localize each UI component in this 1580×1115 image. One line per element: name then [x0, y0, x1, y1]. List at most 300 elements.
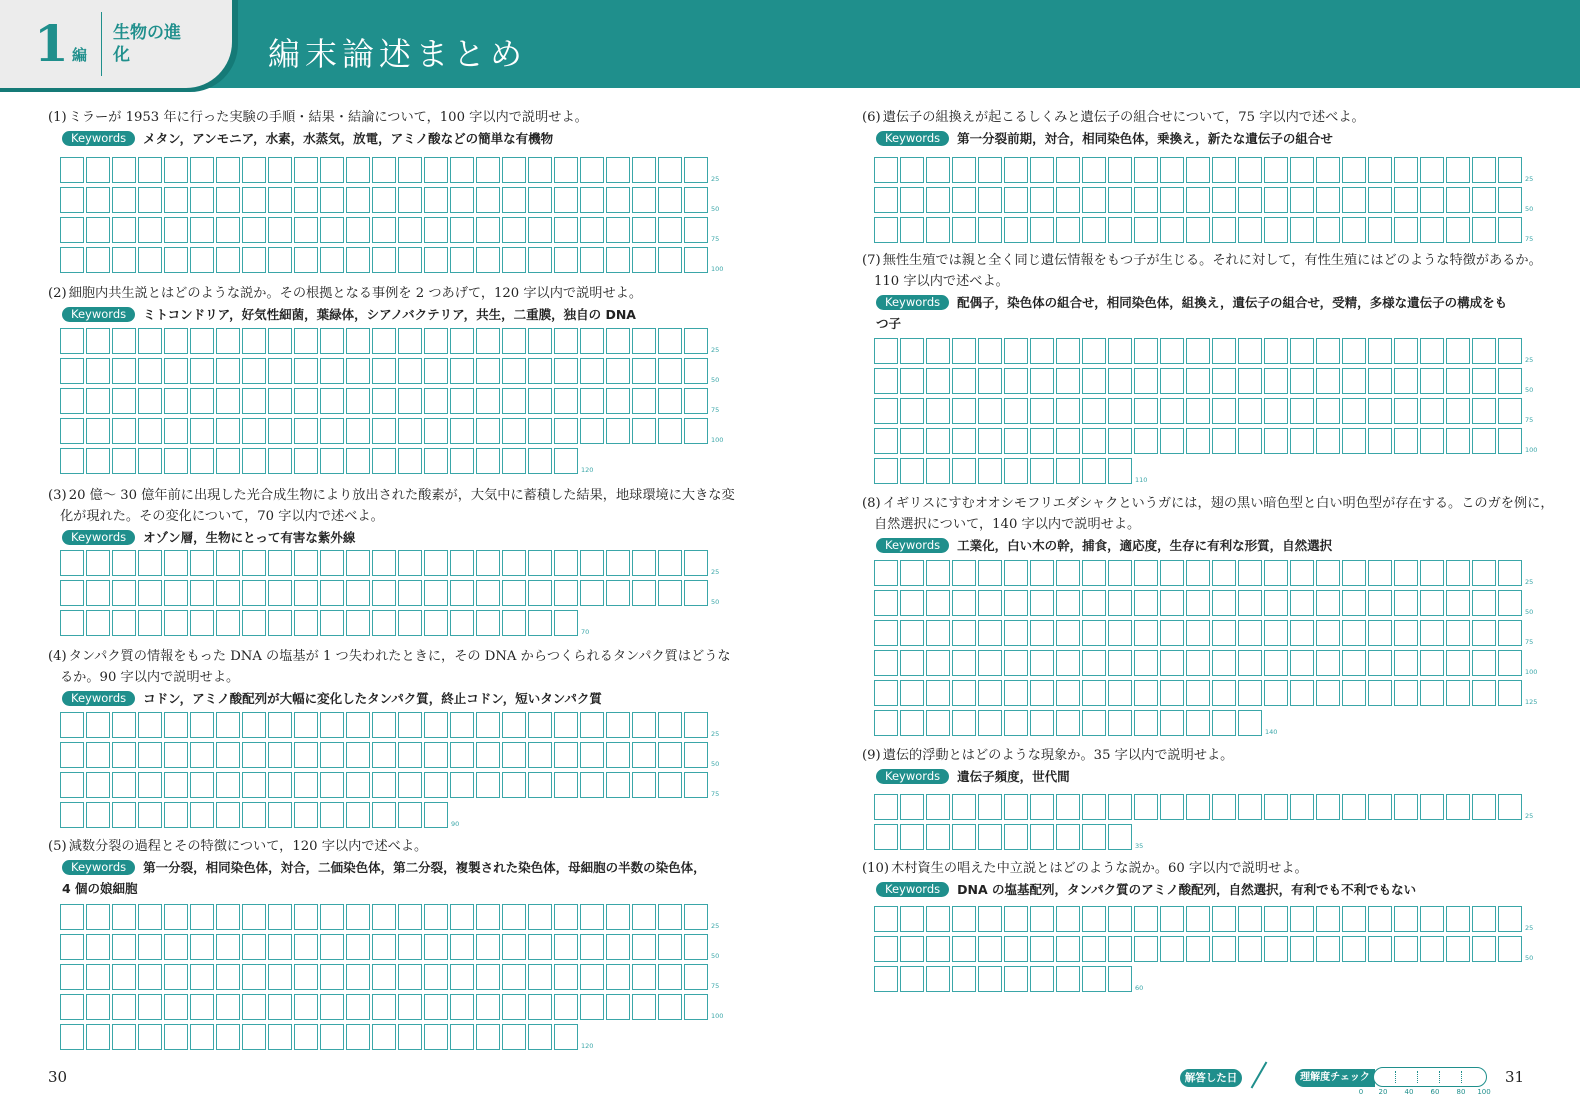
answer-cell[interactable]: [1420, 398, 1444, 424]
answer-cell[interactable]: [580, 772, 604, 798]
answer-cell[interactable]: [86, 904, 110, 930]
answer-cell[interactable]: [1394, 338, 1418, 364]
answer-cell[interactable]: [294, 610, 318, 636]
answer-cell[interactable]: [424, 610, 448, 636]
answer-cell[interactable]: [606, 247, 630, 273]
answer-cell[interactable]: [1342, 936, 1366, 962]
answer-cell[interactable]: [1420, 590, 1444, 616]
answer-cell[interactable]: [190, 217, 214, 243]
answer-cell[interactable]: [1134, 338, 1158, 364]
answer-cell[interactable]: [1264, 217, 1288, 243]
answer-cell[interactable]: [112, 550, 136, 576]
answer-cell[interactable]: [554, 742, 578, 768]
answer-cell[interactable]: [1316, 368, 1340, 394]
answer-row[interactable]: [60, 712, 710, 738]
answer-cell[interactable]: [1238, 157, 1262, 183]
answer-cell[interactable]: [86, 187, 110, 213]
answer-cell[interactable]: [112, 328, 136, 354]
answer-cell[interactable]: [1264, 398, 1288, 424]
answer-cell[interactable]: [112, 580, 136, 606]
answer-cell[interactable]: [1446, 560, 1470, 586]
answer-cell[interactable]: [164, 964, 188, 990]
answer-cell[interactable]: [1056, 187, 1080, 213]
answer-cell[interactable]: [398, 772, 422, 798]
answer-cell[interactable]: [528, 328, 552, 354]
answer-cell[interactable]: [164, 742, 188, 768]
answer-cell[interactable]: [1498, 620, 1522, 646]
answer-cell[interactable]: [346, 802, 370, 828]
answer-cell[interactable]: [112, 187, 136, 213]
answer-cell[interactable]: [190, 328, 214, 354]
answer-cell[interactable]: [1212, 680, 1236, 706]
answer-cell[interactable]: [164, 994, 188, 1020]
answer-cell[interactable]: [450, 964, 474, 990]
answer-cell[interactable]: [86, 772, 110, 798]
answer-cell[interactable]: [1472, 620, 1496, 646]
answer-cell[interactable]: [60, 742, 84, 768]
answer-cell[interactable]: [294, 934, 318, 960]
answer-cell[interactable]: [112, 358, 136, 384]
answer-cell[interactable]: [86, 388, 110, 414]
answer-cell[interactable]: [320, 247, 344, 273]
answer-cell[interactable]: [242, 217, 266, 243]
answer-cell[interactable]: [926, 936, 950, 962]
answer-cell[interactable]: [1264, 650, 1288, 676]
answer-cell[interactable]: [952, 620, 976, 646]
answer-cell[interactable]: [1030, 590, 1054, 616]
answer-cell[interactable]: [1186, 428, 1210, 454]
answer-cell[interactable]: [874, 650, 898, 676]
answer-cell[interactable]: [216, 217, 240, 243]
answer-cell[interactable]: [926, 338, 950, 364]
answer-cell[interactable]: [874, 710, 898, 736]
answer-cell[interactable]: [658, 712, 682, 738]
answer-cell[interactable]: [926, 560, 950, 586]
answer-cell[interactable]: [1290, 187, 1314, 213]
answer-cell[interactable]: [424, 904, 448, 930]
answer-cell[interactable]: [1004, 650, 1028, 676]
answer-cell[interactable]: [320, 610, 344, 636]
answer-cell[interactable]: [952, 906, 976, 932]
answer-cell[interactable]: [1238, 338, 1262, 364]
answer-cell[interactable]: [684, 328, 708, 354]
answer-cell[interactable]: [1134, 710, 1158, 736]
answer-cell[interactable]: [1368, 398, 1392, 424]
answer-cell[interactable]: [268, 388, 292, 414]
answer-cell[interactable]: [1056, 428, 1080, 454]
answer-cell[interactable]: [1030, 794, 1054, 820]
answer-cell[interactable]: [1394, 217, 1418, 243]
answer-cell[interactable]: [242, 802, 266, 828]
answer-cell[interactable]: [1056, 458, 1080, 484]
answer-cell[interactable]: [1342, 794, 1366, 820]
answer-cell[interactable]: [190, 964, 214, 990]
answer-cell[interactable]: [190, 1024, 214, 1050]
answer-cell[interactable]: [1446, 794, 1470, 820]
answer-cell[interactable]: [606, 994, 630, 1020]
answer-cell[interactable]: [502, 904, 526, 930]
answer-cell[interactable]: [1498, 650, 1522, 676]
answer-cell[interactable]: [242, 388, 266, 414]
answer-cell[interactable]: [978, 824, 1002, 850]
answer-cell[interactable]: [320, 994, 344, 1020]
answer-cell[interactable]: [190, 358, 214, 384]
answer-cell[interactable]: [952, 794, 976, 820]
answer-cell[interactable]: [294, 418, 318, 444]
answer-cell[interactable]: [1472, 338, 1496, 364]
answer-cell[interactable]: [502, 742, 526, 768]
answer-cell[interactable]: [268, 904, 292, 930]
answer-cell[interactable]: [978, 458, 1002, 484]
answer-cell[interactable]: [1082, 680, 1106, 706]
answer-cell[interactable]: [632, 247, 656, 273]
answer-cell[interactable]: [1472, 794, 1496, 820]
answer-cell[interactable]: [476, 772, 500, 798]
answer-cell[interactable]: [502, 157, 526, 183]
answer-cell[interactable]: [112, 772, 136, 798]
answer-cell[interactable]: [1030, 560, 1054, 586]
answer-cell[interactable]: [1472, 680, 1496, 706]
answer-cell[interactable]: [1472, 650, 1496, 676]
answer-cell[interactable]: [1212, 650, 1236, 676]
answer-cell[interactable]: [502, 994, 526, 1020]
answer-cell[interactable]: [60, 994, 84, 1020]
answer-cell[interactable]: [874, 590, 898, 616]
answer-cell[interactable]: [138, 448, 162, 474]
answer-cell[interactable]: [112, 742, 136, 768]
answer-cell[interactable]: [900, 650, 924, 676]
answer-cell[interactable]: [450, 217, 474, 243]
answer-cell[interactable]: [580, 964, 604, 990]
answer-cell[interactable]: [900, 398, 924, 424]
answer-cell[interactable]: [138, 157, 162, 183]
answer-cell[interactable]: [112, 802, 136, 828]
answer-cell[interactable]: [502, 217, 526, 243]
answer-cell[interactable]: [138, 802, 162, 828]
answer-cell[interactable]: [1316, 157, 1340, 183]
answer-cell[interactable]: [190, 772, 214, 798]
answer-cell[interactable]: [450, 934, 474, 960]
answer-cell[interactable]: [528, 358, 552, 384]
answer-cell[interactable]: [926, 217, 950, 243]
answer-cell[interactable]: [294, 904, 318, 930]
answer-cell[interactable]: [1030, 966, 1054, 992]
answer-cell[interactable]: [138, 994, 162, 1020]
answer-cell[interactable]: [1082, 458, 1106, 484]
answer-cell[interactable]: [606, 904, 630, 930]
answer-cell[interactable]: [346, 157, 370, 183]
answer-cell[interactable]: [450, 580, 474, 606]
answer-cell[interactable]: [372, 904, 396, 930]
answer-cell[interactable]: [580, 358, 604, 384]
answer-cell[interactable]: [900, 590, 924, 616]
answer-cell[interactable]: [1316, 590, 1340, 616]
answer-cell[interactable]: [424, 550, 448, 576]
answer-cell[interactable]: [1004, 398, 1028, 424]
answer-cell[interactable]: [476, 187, 500, 213]
answer-cell[interactable]: [978, 338, 1002, 364]
answer-cell[interactable]: [554, 418, 578, 444]
answer-cell[interactable]: [1342, 187, 1366, 213]
answer-cell[interactable]: [1420, 560, 1444, 586]
answer-cell[interactable]: [1420, 338, 1444, 364]
answer-cell[interactable]: [1186, 187, 1210, 213]
answer-cell[interactable]: [1108, 906, 1132, 932]
answer-cell[interactable]: [580, 247, 604, 273]
answer-cell[interactable]: [978, 368, 1002, 394]
answer-cell[interactable]: [502, 934, 526, 960]
answer-cell[interactable]: [268, 448, 292, 474]
answer-cell[interactable]: [216, 610, 240, 636]
answer-cell[interactable]: [1342, 428, 1366, 454]
answer-cell[interactable]: [1160, 680, 1184, 706]
answer-cell[interactable]: [190, 550, 214, 576]
answer-cell[interactable]: [874, 824, 898, 850]
answer-cell[interactable]: [528, 388, 552, 414]
answer-cell[interactable]: [216, 994, 240, 1020]
answer-row[interactable]: [874, 428, 1524, 454]
answer-cell[interactable]: [632, 388, 656, 414]
answer-cell[interactable]: [502, 580, 526, 606]
answer-cell[interactable]: [1368, 428, 1392, 454]
answer-cell[interactable]: [86, 610, 110, 636]
answer-cell[interactable]: [1238, 710, 1262, 736]
answer-cell[interactable]: [1160, 650, 1184, 676]
answer-cell[interactable]: [320, 157, 344, 183]
answer-cell[interactable]: [658, 964, 682, 990]
answer-cell[interactable]: [658, 157, 682, 183]
answer-row[interactable]: [874, 458, 1134, 484]
answer-cell[interactable]: [1056, 710, 1080, 736]
answer-cell[interactable]: [1498, 560, 1522, 586]
answer-cell[interactable]: [268, 187, 292, 213]
answer-cell[interactable]: [1290, 338, 1314, 364]
answer-cell[interactable]: [554, 247, 578, 273]
answer-cell[interactable]: [952, 398, 976, 424]
answer-cell[interactable]: [1290, 560, 1314, 586]
answer-cell[interactable]: [138, 187, 162, 213]
answer-cell[interactable]: [1056, 966, 1080, 992]
answer-cell[interactable]: [1134, 368, 1158, 394]
answer-cell[interactable]: [1108, 560, 1132, 586]
answer-cell[interactable]: [1212, 187, 1236, 213]
answer-cell[interactable]: [1108, 650, 1132, 676]
answer-cell[interactable]: [60, 580, 84, 606]
answer-cell[interactable]: [606, 580, 630, 606]
answer-cell[interactable]: [1160, 338, 1184, 364]
answer-cell[interactable]: [294, 1024, 318, 1050]
answer-cell[interactable]: [580, 328, 604, 354]
answer-cell[interactable]: [1056, 620, 1080, 646]
answer-cell[interactable]: [1342, 398, 1366, 424]
answer-cell[interactable]: [606, 550, 630, 576]
answer-cell[interactable]: [424, 247, 448, 273]
answer-cell[interactable]: [632, 187, 656, 213]
answer-cell[interactable]: [606, 217, 630, 243]
answer-cell[interactable]: [502, 187, 526, 213]
answer-cell[interactable]: [372, 448, 396, 474]
answer-cell[interactable]: [372, 187, 396, 213]
answer-cell[interactable]: [242, 1024, 266, 1050]
answer-cell[interactable]: [112, 388, 136, 414]
answer-cell[interactable]: [1134, 680, 1158, 706]
answer-row[interactable]: [60, 580, 710, 606]
answer-cell[interactable]: [190, 388, 214, 414]
answer-cell[interactable]: [900, 794, 924, 820]
answer-cell[interactable]: [1498, 936, 1522, 962]
answer-cell[interactable]: [1446, 187, 1470, 213]
answer-cell[interactable]: [1446, 906, 1470, 932]
answer-cell[interactable]: [874, 157, 898, 183]
answer-cell[interactable]: [926, 157, 950, 183]
answer-cell[interactable]: [606, 157, 630, 183]
answer-cell[interactable]: [1316, 560, 1340, 586]
answer-cell[interactable]: [424, 712, 448, 738]
answer-cell[interactable]: [86, 550, 110, 576]
answer-cell[interactable]: [424, 418, 448, 444]
answer-cell[interactable]: [1108, 398, 1132, 424]
answer-cell[interactable]: [1420, 936, 1444, 962]
answer-cell[interactable]: [1238, 620, 1262, 646]
answer-cell[interactable]: [1004, 936, 1028, 962]
answer-cell[interactable]: [978, 428, 1002, 454]
answer-cell[interactable]: [398, 247, 422, 273]
answer-cell[interactable]: [86, 247, 110, 273]
answer-cell[interactable]: [164, 157, 188, 183]
answer-cell[interactable]: [1108, 620, 1132, 646]
answer-cell[interactable]: [372, 550, 396, 576]
answer-cell[interactable]: [554, 328, 578, 354]
answer-cell[interactable]: [476, 742, 500, 768]
answer-cell[interactable]: [1238, 590, 1262, 616]
answer-cell[interactable]: [138, 904, 162, 930]
answer-cell[interactable]: [1498, 217, 1522, 243]
answer-cell[interactable]: [926, 458, 950, 484]
answer-cell[interactable]: [112, 448, 136, 474]
answer-cell[interactable]: [294, 358, 318, 384]
answer-cell[interactable]: [658, 358, 682, 384]
answer-cell[interactable]: [1082, 824, 1106, 850]
answer-cell[interactable]: [1238, 428, 1262, 454]
answer-cell[interactable]: [1316, 187, 1340, 213]
answer-cell[interactable]: [346, 772, 370, 798]
answer-cell[interactable]: [346, 358, 370, 384]
answer-cell[interactable]: [216, 157, 240, 183]
answer-cell[interactable]: [926, 590, 950, 616]
answer-cell[interactable]: [242, 580, 266, 606]
answer-cell[interactable]: [606, 328, 630, 354]
answer-row[interactable]: [874, 157, 1524, 183]
answer-cell[interactable]: [346, 328, 370, 354]
answer-cell[interactable]: [450, 772, 474, 798]
answer-cell[interactable]: [216, 1024, 240, 1050]
answer-cell[interactable]: [138, 328, 162, 354]
answer-cell[interactable]: [900, 560, 924, 586]
answer-cell[interactable]: [242, 418, 266, 444]
answer-cell[interactable]: [424, 994, 448, 1020]
answer-cell[interactable]: [112, 934, 136, 960]
answer-cell[interactable]: [952, 936, 976, 962]
answer-cell[interactable]: [86, 712, 110, 738]
answer-cell[interactable]: [554, 358, 578, 384]
answer-cell[interactable]: [476, 388, 500, 414]
answer-cell[interactable]: [216, 247, 240, 273]
answer-cell[interactable]: [60, 934, 84, 960]
answer-cell[interactable]: [1238, 398, 1262, 424]
answer-cell[interactable]: [1212, 936, 1236, 962]
answer-cell[interactable]: [978, 650, 1002, 676]
answer-cell[interactable]: [164, 802, 188, 828]
answer-cell[interactable]: [268, 610, 292, 636]
answer-cell[interactable]: [424, 772, 448, 798]
answer-cell[interactable]: [1420, 650, 1444, 676]
answer-cell[interactable]: [268, 217, 292, 243]
answer-cell[interactable]: [112, 964, 136, 990]
answer-row[interactable]: [60, 328, 710, 354]
answer-cell[interactable]: [1290, 906, 1314, 932]
answer-cell[interactable]: [164, 904, 188, 930]
answer-cell[interactable]: [346, 934, 370, 960]
answer-cell[interactable]: [606, 772, 630, 798]
answer-cell[interactable]: [658, 580, 682, 606]
answer-cell[interactable]: [242, 742, 266, 768]
answer-cell[interactable]: [1472, 590, 1496, 616]
answer-cell[interactable]: [1290, 428, 1314, 454]
answer-row[interactable]: [874, 338, 1524, 364]
answer-cell[interactable]: [268, 772, 292, 798]
answer-cell[interactable]: [60, 904, 84, 930]
answer-cell[interactable]: [1446, 217, 1470, 243]
answer-cell[interactable]: [1446, 338, 1470, 364]
answer-cell[interactable]: [1368, 368, 1392, 394]
answer-cell[interactable]: [424, 934, 448, 960]
answer-cell[interactable]: [86, 1024, 110, 1050]
answer-cell[interactable]: [138, 610, 162, 636]
answer-cell[interactable]: [164, 580, 188, 606]
answer-cell[interactable]: [1316, 936, 1340, 962]
answer-cell[interactable]: [1264, 428, 1288, 454]
answer-cell[interactable]: [1030, 187, 1054, 213]
answer-cell[interactable]: [450, 1024, 474, 1050]
answer-cell[interactable]: [372, 772, 396, 798]
answer-row[interactable]: [60, 994, 710, 1020]
answer-cell[interactable]: [1264, 590, 1288, 616]
answer-cell[interactable]: [1108, 368, 1132, 394]
answer-cell[interactable]: [398, 994, 422, 1020]
answer-cell[interactable]: [1030, 157, 1054, 183]
answer-cell[interactable]: [1290, 620, 1314, 646]
answer-cell[interactable]: [900, 458, 924, 484]
answer-cell[interactable]: [632, 328, 656, 354]
answer-cell[interactable]: [398, 610, 422, 636]
answer-cell[interactable]: [476, 994, 500, 1020]
answer-cell[interactable]: [1134, 157, 1158, 183]
answer-cell[interactable]: [60, 550, 84, 576]
answer-row[interactable]: [874, 794, 1524, 820]
answer-cell[interactable]: [1394, 187, 1418, 213]
answer-cell[interactable]: [1030, 217, 1054, 243]
answer-cell[interactable]: [1108, 590, 1132, 616]
answer-cell[interactable]: [190, 247, 214, 273]
answer-cell[interactable]: [86, 580, 110, 606]
answer-cell[interactable]: [346, 994, 370, 1020]
answer-cell[interactable]: [372, 418, 396, 444]
answer-cell[interactable]: [320, 712, 344, 738]
answer-cell[interactable]: [1030, 936, 1054, 962]
answer-cell[interactable]: [554, 187, 578, 213]
answer-cell[interactable]: [398, 550, 422, 576]
answer-cell[interactable]: [1472, 157, 1496, 183]
